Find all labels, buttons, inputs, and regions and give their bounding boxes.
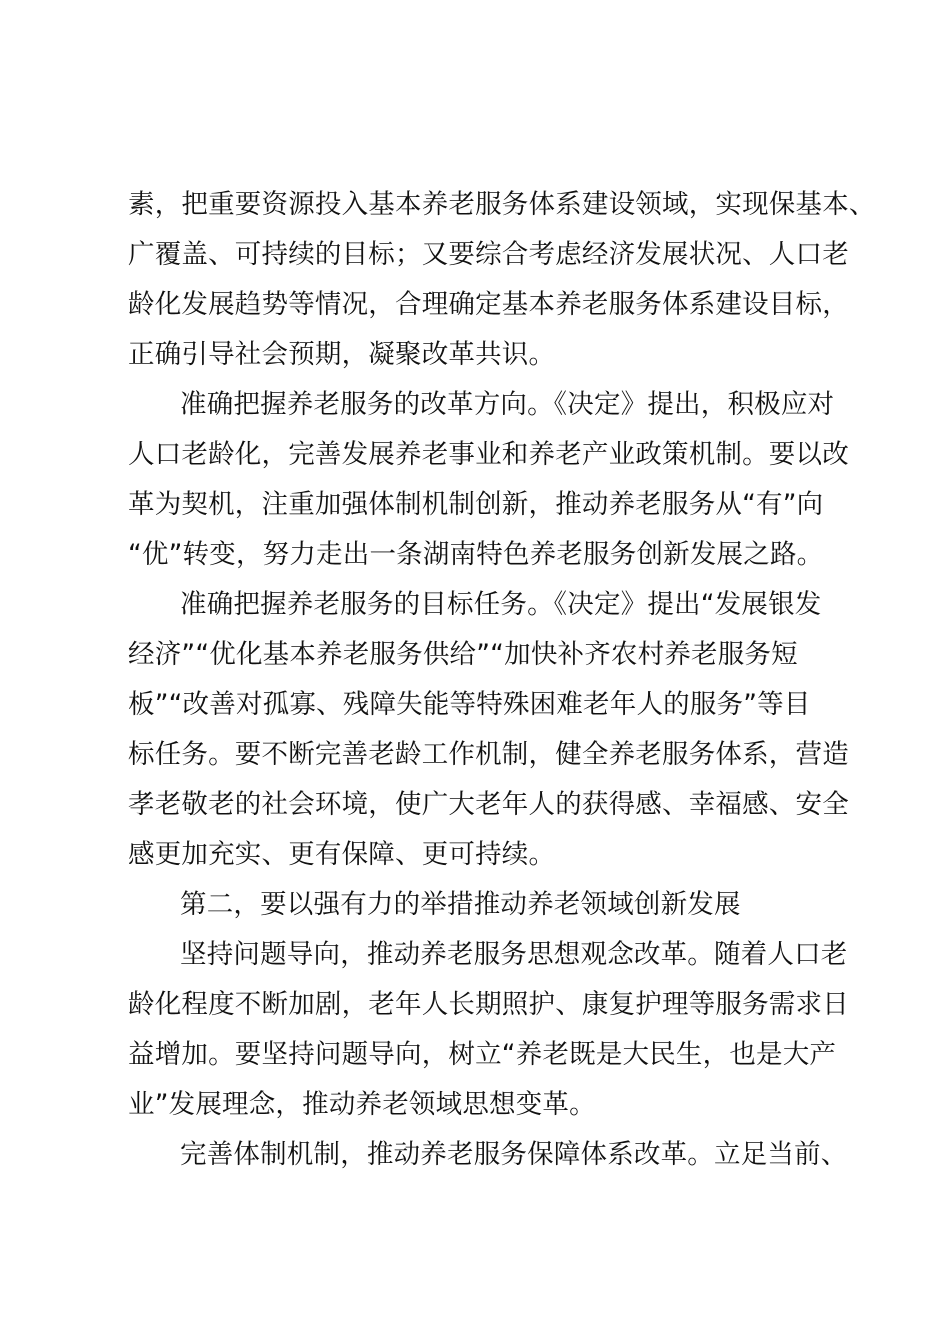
paragraph-start-line: 准确把握养老服务的目标任务。《决定》提出“发展银发 <box>180 589 822 620</box>
text-line: 标任务。要不断完善老龄工作机制，健全养老服务体系，营造 <box>128 739 849 770</box>
text-line: 人口老龄化，完善发展养老事业和养老产业政策机制。要以改 <box>128 439 849 470</box>
section-heading: 第二，要以强有力的举措推动养老领域创新发展 <box>180 889 741 920</box>
paragraph-start-line: 准确把握养老服务的改革方向。《决定》提出，积极应对 <box>180 389 835 420</box>
text-line: 经济”“优化基本养老服务供给”“加快补齐农村养老服务短 <box>128 639 798 670</box>
text-line: “优”转变，努力走出一条湖南特色养老服务创新发展之路。 <box>128 539 824 570</box>
text-line: 龄化程度不断加剧，老年人长期照护、康复护理等服务需求日 <box>128 989 849 1020</box>
text-line: 益增加。要坚持问题导向，树立“养老既是大民生，也是大产 <box>128 1039 837 1070</box>
text-line: 广覆盖、可持续的目标；又要综合考虑经济发展状况、人口老 <box>128 239 849 270</box>
text-line: 孝老敬老的社会环境，使广大老年人的获得感、幸福感、安全 <box>128 789 849 820</box>
text-line: 革为契机，注重加强体制机制创新，推动养老服务从“有”向 <box>128 489 824 520</box>
paragraph-start-line: 完善体制机制，推动养老服务保障体系改革。立足当前、 <box>180 1139 848 1170</box>
text-line: 正确引导社会预期，凝聚改革共识。 <box>128 339 556 370</box>
paragraph-start-line: 坚持问题导向，推动养老服务思想观念改革。随着人口老 <box>180 939 848 970</box>
text-line: 龄化发展趋势等情况，合理确定基本养老服务体系建设目标， <box>128 289 849 320</box>
text-line: 板”“改善对孤寡、残障失能等特殊困难老年人的服务”等目 <box>128 689 811 720</box>
text-line: 素，把重要资源投入基本养老服务体系建设领域，实现保基本、 <box>128 189 876 220</box>
text-line: 业”发展理念，推动养老领域思想变革。 <box>128 1089 596 1120</box>
text-line: 感更加充实、更有保障、更可持续。 <box>128 839 556 870</box>
